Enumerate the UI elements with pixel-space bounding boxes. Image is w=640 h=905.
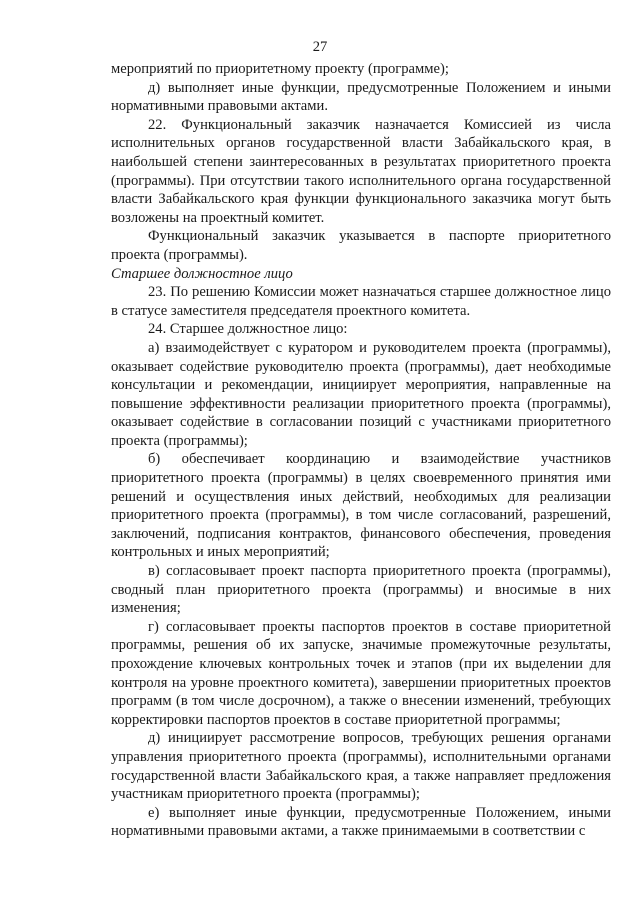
document-body — [111, 60, 611, 841]
paragraph-24-item-d: д) инициирует рассмотрение вопросов, требующих решения органами управления приоритетного проекта (программы), исполнительными органами государственной власти Забайкальского края, а также направляет предложения участникам приоритетного проекта (программы); — [111, 730, 611, 803]
paragraph-continuation: мероприятий по приоритетному проекту (программе); — [111, 61, 449, 77]
paragraph-24-item-v: в) согласовывает проект паспорта приоритетного проекта (программы), сводный план приоритетного проекта (программы) и вносимые в них изменения; — [111, 563, 611, 617]
paragraph-24-item-a: а) взаимодействует с куратором и руководителем проекта (программы), оказывает содействие руководителю проекта (программы), дает необходимые консультации и рекомендации, инициирует мероприятия, направленные на повышение эффективности реализации приоритетного проекта (программы), оказывает содействие в согласовании позиций с участниками приоритетного проекта (программы); — [111, 339, 611, 449]
section-heading: Старшее должностное лицо — [111, 265, 293, 282]
paragraph-24-item-e: е) выполняет иные функции, предусмотренные Положением, иными нормативными правовыми актами, а также принимаемыми в соответствии с — [111, 804, 611, 840]
page-number: 27 — [312, 39, 328, 55]
paragraph-24-item-b: б) обеспечивает координацию и взаимодействие участников приоритетного проекта (программы) в целях своевременного принятия ими решений и осуществления иных действий, необходимых для реализации приоритетного проекта (программы), в том числе согласований, разрешений, заключений, подписания контрактов, финансового обеспечения, проведения контрольных и иных мероприятий; — [111, 451, 611, 561]
paragraph-24-item-g: г) согласовывает проекты паспортов проектов в составе приоритетной программы, решения об их запуске, значимые промежуточные результаты, прохождение ключевых контрольных точек и этапов (при их выделении для контроля на уровне проектного комитета), завершении приоритетных проектов программ (в том числе досрочном), а также о внесении изменений, требующих корректировки паспортов проектов в составе приоритетной программы; — [111, 618, 611, 728]
paragraph-22: 22. Функциональный заказчик назначается Комиссией из числа исполнительных органов государственной власти Забайкальского края, в наибольшей степени заинтересованных в результатах приоритетного проекта (программы). При отсутствии такого исполнительного органа государственной власти Забайкальского края функции функционального заказчика могут быть возложены на проектный комитет. — [111, 116, 611, 226]
paragraph-23: 23. По решению Комиссии может назначаться старшее должностное лицо в статусе заместителя председателя проектного комитета. — [111, 284, 611, 319]
paragraph-item-d: д) выполняет иные функции, предусмотренные Положением и иными нормативными правовыми актами. — [111, 79, 611, 115]
paragraph-22-functional-customer: Функциональный заказчик указывается в паспорте приоритетного проекта (программы). — [111, 228, 611, 263]
paragraph-24: 24. Старшее должностное лицо: — [148, 321, 348, 338]
